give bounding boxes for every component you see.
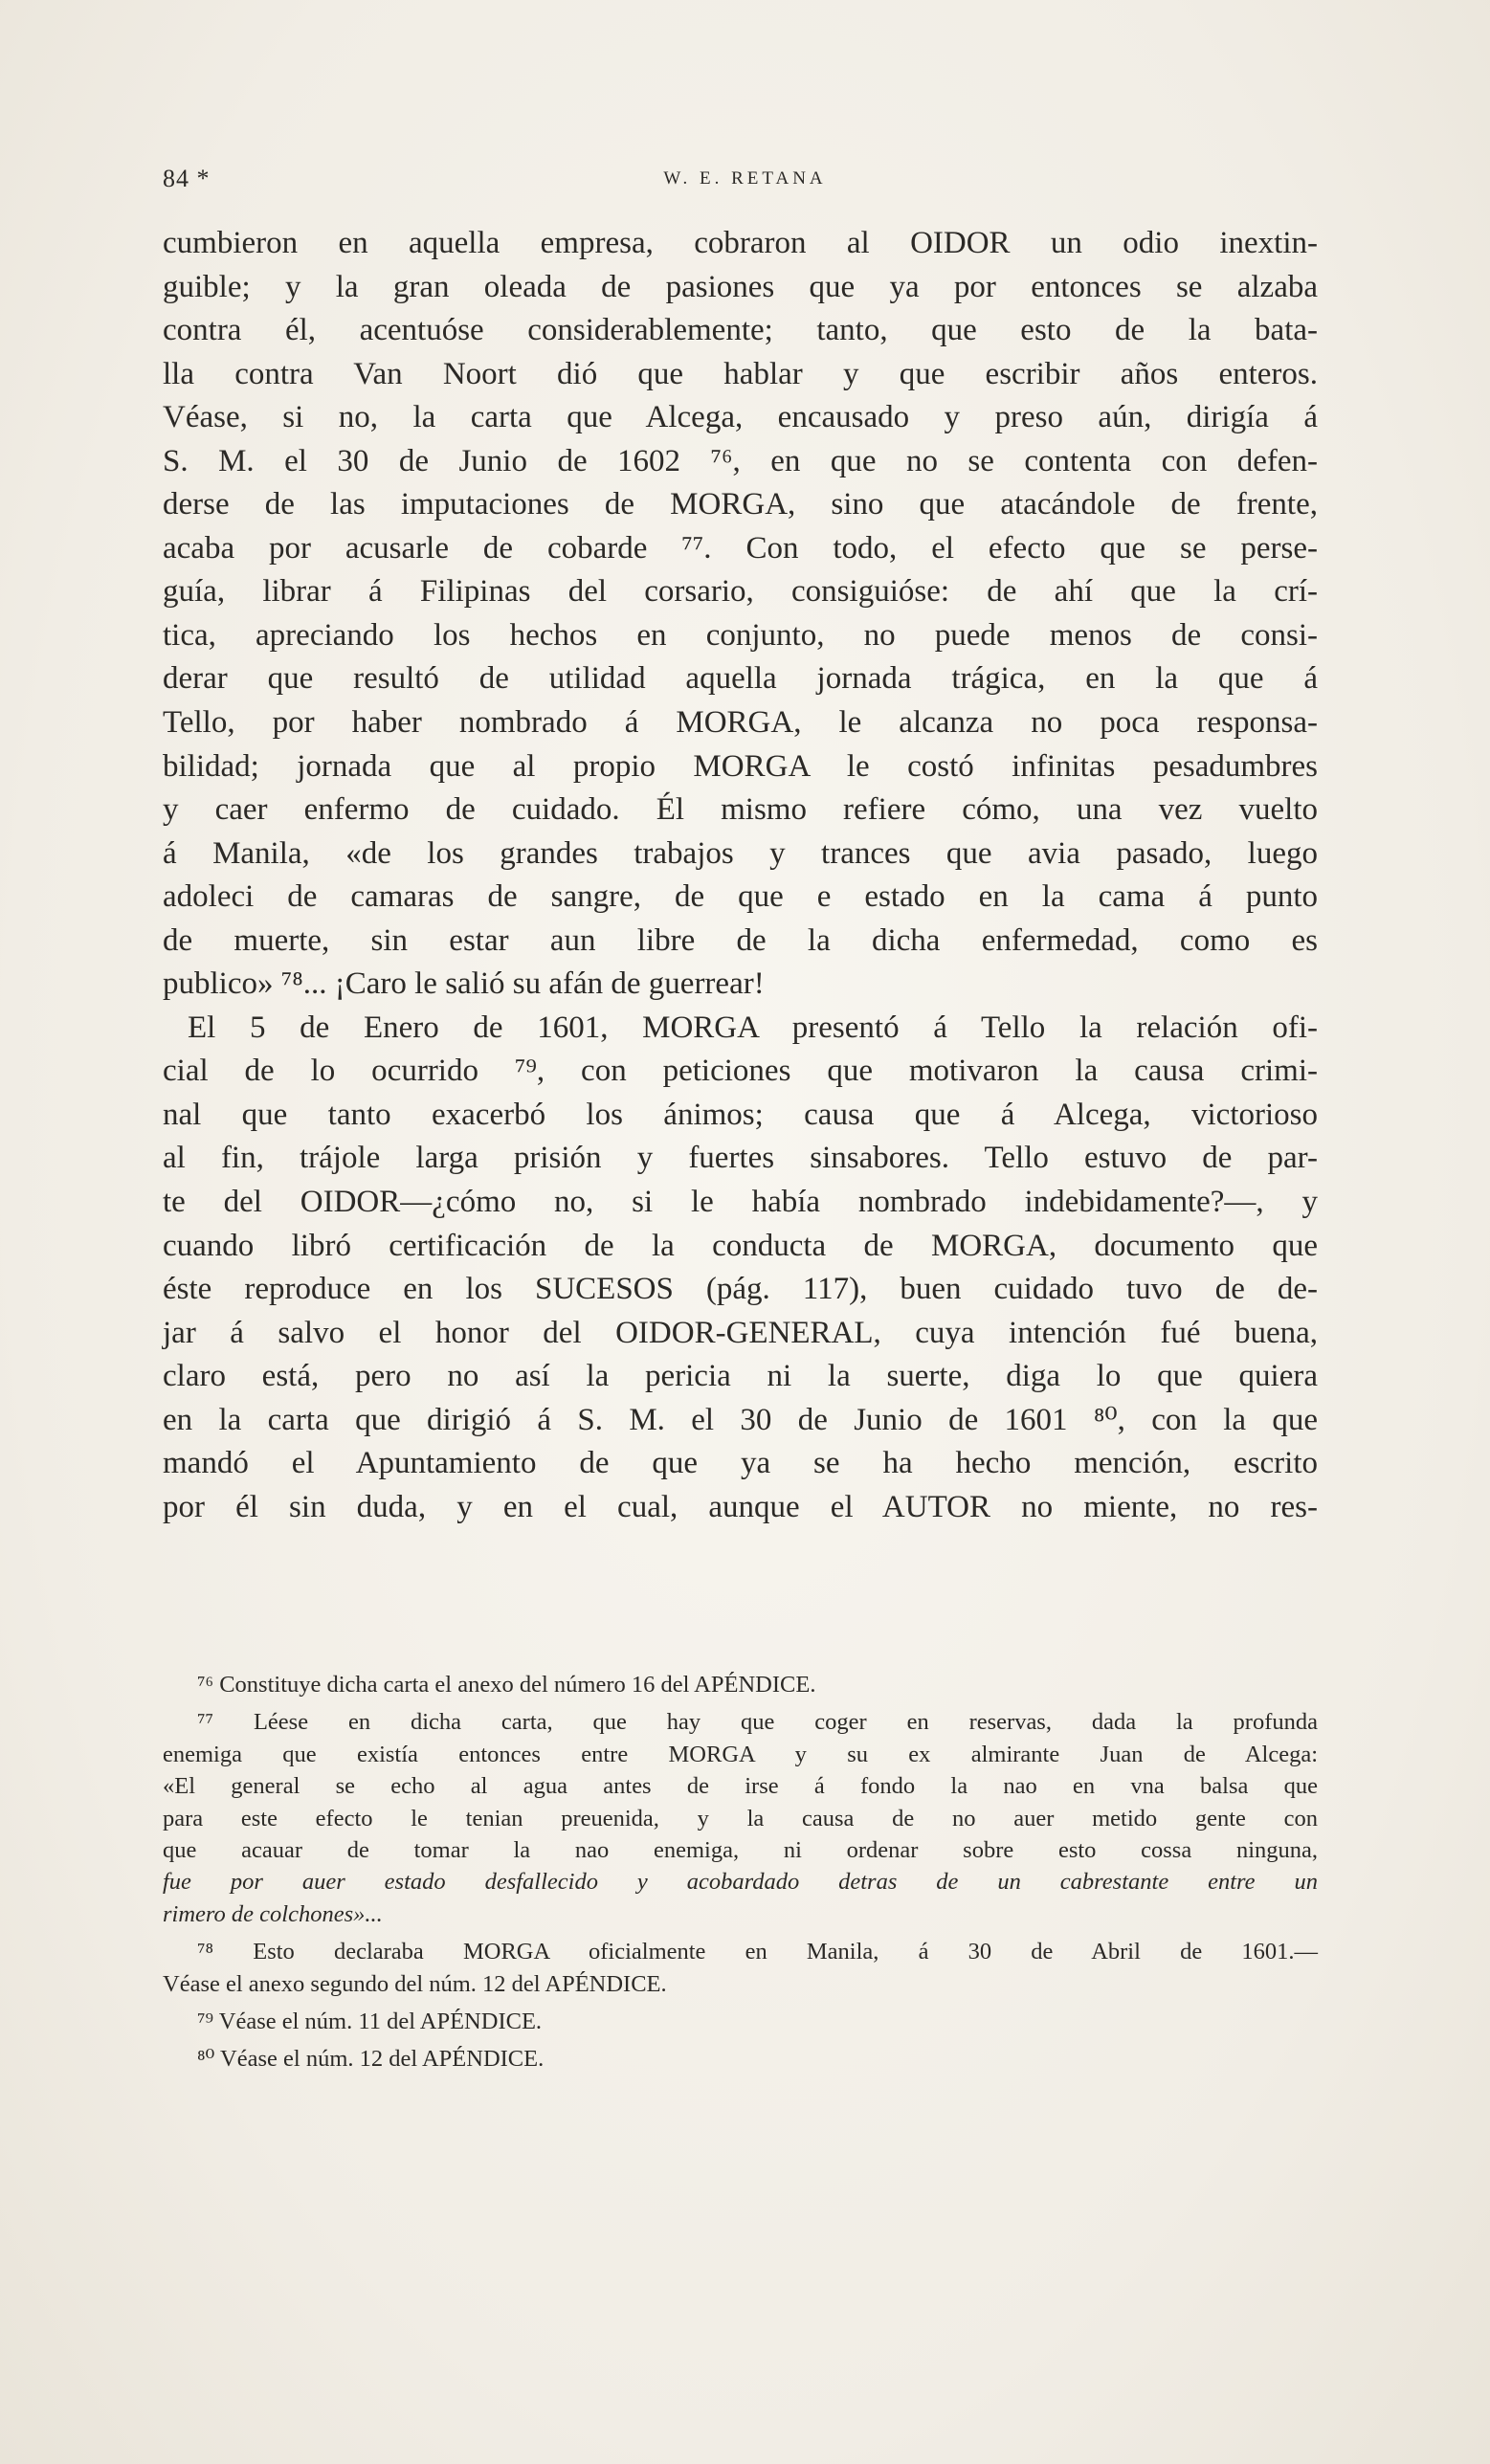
body-line: S. M. el 30 de Junio de 1602 ⁷⁶, en que no se contenta con defen-: [163, 443, 1318, 478]
body-line: contra él, acentuóse considerablemente; tanto, que esto de la bata-: [163, 313, 1318, 348]
footnote-line: enemiga que existía entonces entre MORGA y su ex almirante Juan de Alcega:: [163, 1741, 1318, 1767]
body-line: cumbieron en aquella empresa, cobraron al OIDOR un odio inextin-: [163, 226, 1318, 260]
body-line: cial de lo ocurrido ⁷⁹, con peticiones que motivaron la causa crimi-: [163, 1054, 1318, 1089]
running-head: [163, 165, 1327, 193]
body-line: lla contra Van Noort dió que hablar y que escribir años enteros.: [163, 356, 1318, 391]
body-line: éste reproduce en los SUCESOS (pág. 117), buen cuidado tuvo de de-: [163, 1272, 1318, 1307]
footnote-76: [163, 1669, 1318, 1700]
body-line: y caer enfermo de cuidado. Él mismo refiere cómo, una vez vuelto: [163, 792, 1318, 828]
body-line: en la carta que dirigió á S. M. el 30 de Junio de 1601 ⁸⁰, con la que: [163, 1402, 1318, 1437]
footnote-line: ⁷⁶ Constituye dicha carta el anexo del número 16 del APÉNDICE.: [197, 1672, 816, 1698]
body-line: bilidad; jornada que al propio MORGA le costó infinitas pesadumbres: [163, 748, 1318, 784]
footnote-line: ⁷⁷ Léese en dicha carta, que hay que coger en reservas, dada la profunda: [197, 1709, 1318, 1736]
body-line: acaba por acusarle de cobarde ⁷⁷. Con todo, el efecto que se perse-: [163, 530, 1318, 566]
footnote-line: ⁸⁰ Véase el núm. 12 del APÉNDICE.: [197, 2046, 545, 2073]
footnote-80: [163, 2043, 1318, 2075]
footnote-77: [163, 1706, 1318, 1930]
body-line: publico» ⁷⁸... ¡Caro le salió su afán de guerrear!: [163, 966, 765, 1002]
body-text: [163, 222, 1318, 1529]
body-line: Tello, por haber nombrado á MORGA, le alcanza no poca responsa-: [163, 705, 1318, 741]
body-line: nal que tanto exacerbó los ánimos; causa que á Alcega, victorioso: [163, 1097, 1318, 1132]
body-line: por él sin duda, y en el cual, aunque el AUTOR no miente, no res-: [163, 1489, 1318, 1524]
body-line: guible; y la gran oleada de pasiones que ya por entonces se alzaba: [163, 269, 1318, 304]
body-line: claro está, pero no así la pericia ni la suerte, diga lo que quiera: [163, 1359, 1318, 1394]
page-number: 84 *: [163, 165, 211, 192]
body-line: Véase, si no, la carta que Alcega, encausado y preso aún, dirigía á: [163, 400, 1318, 435]
body-line: tica, apreciando los hechos en conjunto, no puede menos de consi-: [163, 617, 1318, 653]
footnote-line: Véase el anexo segundo del núm. 12 del APÉNDICE.: [163, 1970, 667, 1997]
body-line: de muerte, sin estar aun libre de la dicha enfermedad, como es: [163, 922, 1318, 958]
running-head-title: W. E. RETANA: [663, 168, 827, 189]
body-line: derar que resultó de utilidad aquella jornada trágica, en la que á: [163, 661, 1318, 697]
body-line: derse de las imputaciones de MORGA, sino que atacándole de frente,: [163, 487, 1318, 522]
body-line: á Manila, «de los grandes trabajos y trances que avia pasado, luego: [163, 835, 1318, 871]
footnote-line: ⁷⁹ Véase el núm. 11 del APÉNDICE.: [197, 2008, 543, 2034]
footnote-79: [163, 2006, 1318, 2037]
body-line: guía, librar á Filipinas del corsario, consiguióse: de ahí que la crí-: [163, 574, 1318, 610]
footnote-line: fue por auer estado desfallecido y acobardado detras de un cabrestante entre un: [163, 1869, 1318, 1896]
footnote-line: para este efecto le tenian preuenida, y la causa de no auer metido gente con: [163, 1805, 1318, 1831]
body-line: adoleci de camaras de sangre, de que e estado en la cama á punto: [163, 879, 1318, 915]
footnotes: [163, 1669, 1318, 2076]
body-line: El 5 de Enero de 1601, MORGA presentó á Tello la relación ofi-: [188, 1010, 1318, 1045]
footnote-line: «El general se echo al agua antes de irse á fondo la nao en vna balsa que: [163, 1773, 1318, 1800]
footnote-78: [163, 1936, 1318, 2000]
footnote-line: rimero de colchones»...: [163, 1900, 383, 1927]
footnote-line: ⁷⁸ Esto declaraba MORGA oficialmente en Manila, á 30 de Abril de 1601.—: [197, 1939, 1318, 1965]
body-line: mandó el Apuntamiento de que ya se ha hecho mención, escrito: [163, 1446, 1318, 1481]
body-line: jar á salvo el honor del OIDOR-GENERAL, cuya intención fué buena,: [163, 1315, 1318, 1350]
body-line: cuando libró certificación de la conducta de MORGA, documento que: [163, 1228, 1318, 1263]
footnote-line: que acauar de tomar la nao enemiga, ni ordenar sobre esto cossa ninguna,: [163, 1836, 1318, 1863]
body-line: al fin, trájole larga prisión y fuertes sinsabores. Tello estuvo de par-: [163, 1141, 1318, 1176]
body-line: te del OIDOR—¿cómo no, si le había nombrado indebidamente?—, y: [163, 1185, 1318, 1220]
